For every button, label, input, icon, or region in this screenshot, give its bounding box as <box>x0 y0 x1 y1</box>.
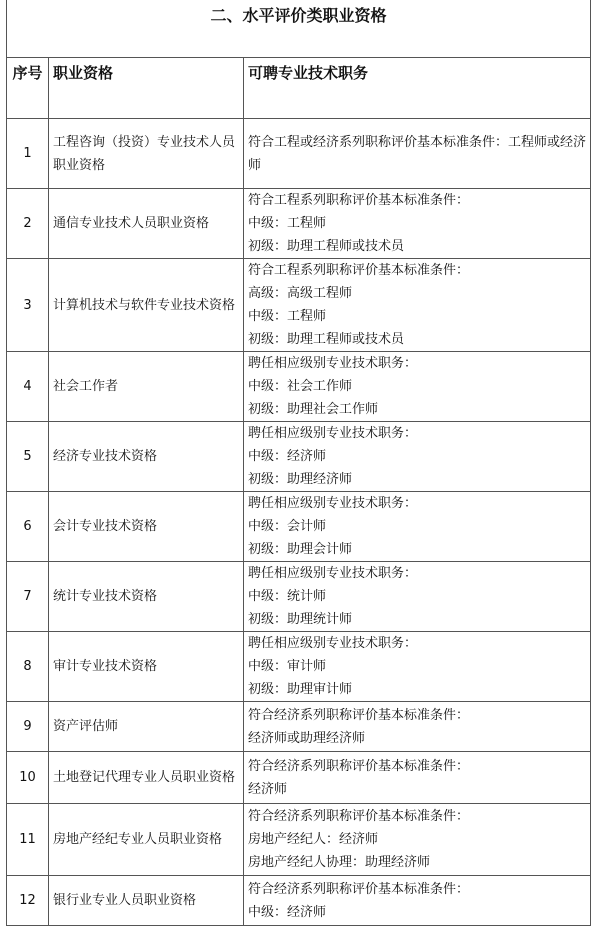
position-line: 初级：助理工程师或技术员 <box>248 332 405 347</box>
position-cell <box>244 492 591 562</box>
row-number: 6 <box>7 492 49 562</box>
table-row <box>7 876 591 926</box>
position-cell <box>244 876 591 926</box>
position-line: 符合工程系列职称评价基本标准条件： <box>248 263 470 278</box>
position-line: 房地产经纪人：经济师 <box>248 832 379 847</box>
table-title: 二、水平评价类职业资格 <box>7 0 591 58</box>
header-qualification: 职业资格 <box>49 58 244 119</box>
table-row <box>7 422 591 492</box>
position-line: 中级：统计师 <box>248 589 327 604</box>
position-line: 中级：审计师 <box>248 659 327 674</box>
title-row <box>7 0 591 58</box>
position-line: 初级：助理经济师 <box>248 472 353 487</box>
qualification-name: 银行业专业人员职业资格 <box>49 876 244 926</box>
qualification-name: 工程咨询（投资）专业技术人员职业资格 <box>49 119 244 189</box>
table-row <box>7 492 591 562</box>
qualification-name: 审计专业技术资格 <box>49 632 244 702</box>
qualification-name: 土地登记代理专业人员职业资格 <box>49 752 244 804</box>
position-line: 初级：助理会计师 <box>248 542 353 557</box>
position-line: 中级：经济师 <box>248 449 327 464</box>
table-body <box>7 119 591 926</box>
qualification-name: 计算机技术与软件专业技术资格 <box>49 259 244 352</box>
position-line: 中级：工程师 <box>248 216 327 231</box>
position-line: 初级：助理审计师 <box>248 682 353 697</box>
table-row <box>7 259 591 352</box>
position-cell <box>244 752 591 804</box>
qualification-document <box>6 0 590 926</box>
position-line: 聘任相应级别专业技术职务： <box>248 496 418 511</box>
table-row <box>7 189 591 259</box>
position-cell <box>244 189 591 259</box>
position-line: 符合经济系列职称评价基本标准条件： <box>248 881 470 897</box>
position-cell <box>244 702 591 752</box>
row-number: 2 <box>7 189 49 259</box>
position-line: 符合经济系列职称评价基本标准条件： <box>248 758 470 774</box>
position-line: 符合工程或经济系列职称评价基本标准条件：工程师或经济师 <box>248 134 587 173</box>
table-row <box>7 352 591 422</box>
row-number: 5 <box>7 422 49 492</box>
table-row <box>7 804 591 876</box>
qualification-name: 房地产经纪专业人员职业资格 <box>49 804 244 876</box>
position-line: 房地产经纪人协理：助理经济师 <box>248 855 431 870</box>
position-line: 经济师或助理经济师 <box>248 730 366 746</box>
qualification-name: 资产评估师 <box>49 702 244 752</box>
qualification-name: 社会工作者 <box>49 352 244 422</box>
header-number: 序号 <box>7 58 49 119</box>
table-row <box>7 632 591 702</box>
header-row <box>7 58 591 119</box>
table-row <box>7 119 591 189</box>
table-row <box>7 702 591 752</box>
table-row <box>7 562 591 632</box>
row-number: 8 <box>7 632 49 702</box>
position-line: 聘任相应级别专业技术职务： <box>248 356 418 371</box>
position-line: 中级：经济师 <box>248 904 327 920</box>
position-line: 符合经济系列职称评价基本标准条件： <box>248 809 470 824</box>
row-number: 9 <box>7 702 49 752</box>
position-line: 聘任相应级别专业技术职务： <box>248 636 418 651</box>
position-line: 聘任相应级别专业技术职务： <box>248 566 418 581</box>
position-cell <box>244 352 591 422</box>
qualification-name: 通信专业技术人员职业资格 <box>49 189 244 259</box>
row-number: 1 <box>7 119 49 189</box>
position-cell <box>244 259 591 352</box>
position-cell <box>244 562 591 632</box>
row-number: 7 <box>7 562 49 632</box>
position-cell <box>244 632 591 702</box>
position-line: 中级：工程师 <box>248 309 327 324</box>
row-number: 11 <box>7 804 49 876</box>
position-line: 符合经济系列职称评价基本标准条件： <box>248 707 470 723</box>
position-line: 初级：助理统计师 <box>248 612 353 627</box>
row-number: 10 <box>7 752 49 804</box>
position-cell <box>244 422 591 492</box>
table-row <box>7 752 591 804</box>
position-line: 中级：会计师 <box>248 519 327 534</box>
header-position: 可聘专业技术职务 <box>244 58 591 119</box>
row-number: 4 <box>7 352 49 422</box>
position-cell <box>244 804 591 876</box>
row-number: 3 <box>7 259 49 352</box>
position-line: 初级：助理工程师或技术员 <box>248 239 405 254</box>
position-line: 聘任相应级别专业技术职务： <box>248 426 418 441</box>
qualification-name: 经济专业技术资格 <box>49 422 244 492</box>
position-line: 符合工程系列职称评价基本标准条件： <box>248 193 470 208</box>
row-number: 12 <box>7 876 49 926</box>
qualification-name: 统计专业技术资格 <box>49 562 244 632</box>
qualification-name: 会计专业技术资格 <box>49 492 244 562</box>
position-line: 中级：社会工作师 <box>248 379 353 394</box>
position-line: 初级：助理社会工作师 <box>248 402 379 417</box>
position-cell <box>244 119 591 189</box>
position-line: 经济师 <box>248 781 288 797</box>
qualification-table <box>6 0 591 926</box>
position-line: 高级：高级工程师 <box>248 286 353 301</box>
